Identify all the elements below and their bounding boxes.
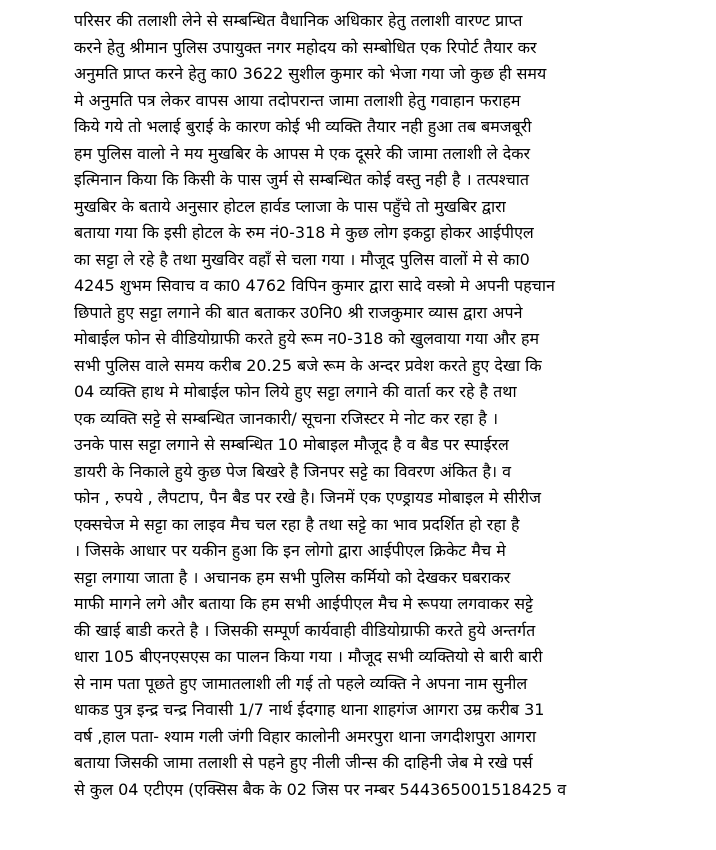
text-line: 04 व्यक्ति हाथ मे मोबाईल फोन लिये हुए सट्टा लगाने की वार्ता कर रहे है तथा bbox=[74, 382, 517, 401]
text-line: बताया जिसकी जामा तलाशी से पहने हुए नीली जीन्स की दाहिनी जेब मे रखे पर्स bbox=[74, 753, 533, 772]
text-line: से नाम पता पूछते हुए जामातलाशी ली गई तो पहले व्यक्ति ने अपना नाम सुनील bbox=[74, 673, 528, 693]
text-line: । जिसके आधार पर यकीन हुआ कि इन लोगो द्वारा आईपीएल क्रिकेट मैच मे bbox=[74, 541, 506, 560]
document-body bbox=[74, 8, 674, 803]
text-line: माफी मागने लगे और बताया कि हम सभी आईपीएल मैच मे रूपया लगवाकर सट्टे bbox=[74, 594, 533, 613]
text-line: 4245 शुभम सिवाच व का0 4762 विपिन कुमार द्वारा सादे वस्त्रो मे अपनी पहचान bbox=[74, 276, 555, 295]
text-line: मे अनुमति पत्र लेकर वापस आया तदोपरान्त जामा तलाशी हेतु गवाहान फराहम bbox=[74, 90, 521, 110]
text-line: किये गये तो भलाई बुराई के कारण कोई भी व्यक्ति तैयार नही हुआ तब बमजबूरी bbox=[74, 117, 532, 136]
text-line: परिसर की तलाशी लेने से सम्बन्धित वैधानिक अधिकार हेतु तलाशी वारण्ट प्राप्त bbox=[74, 11, 523, 30]
text-line: इत्मिनान किया कि किसी के पास जुर्म से सम्बन्धित कोई वस्तु नही है । तत्पश्चात bbox=[74, 170, 530, 189]
text-line: एक व्यक्ति सट्टे से सम्बन्धित जानकारी/ सूचना रजिस्टर मे नोट कर रहा है । bbox=[74, 408, 499, 428]
text-line: एक्सचेज मे सट्टा का लाइव मैच चल रहा है तथा सट्टे का भाव प्रदर्शित हो रहा है bbox=[74, 514, 520, 534]
text-line: की खाई बाडी करते है । जिसकी सम्पूर्ण कार्यवाही वीडियोग्राफी करते हुये अन्तर्गत bbox=[74, 620, 536, 640]
text-line: धारा 105 बीएनएसएस का पालन किया गया । मौजूद सभी व्यक्तियो से बारी बारी bbox=[74, 647, 543, 666]
text-line: फोन , रुपये , लैपटाप, पैन बैड पर रखे है। जिनमें एक एण्ड्रायड मोबाइल मे सीरीज bbox=[74, 488, 541, 507]
text-line: बताया गया कि इसी होटल के रुम नं0-318 मे कुछ लोग इकट्ठा होकर आईपीएल bbox=[74, 223, 534, 242]
text-line: अनुमति प्राप्त करने हेतु का0 3622 सुशील कुमार को भेजा गया जो कुछ ही समय bbox=[74, 64, 547, 83]
text-line: करने हेतु श्रीमान पुलिस उपायुक्त नगर महोदय को सम्बोधित एक रिपोर्ट तैयार कर bbox=[74, 37, 537, 57]
text-line: का सट्टा ले रहे है तथा मुखविर वहाँ से चला गया । मौजूद पुलिस वालों मे से का0 bbox=[74, 249, 530, 269]
text-line: छिपाते हुए सट्टा लगाने की बात बताकर उ0नि0 श्री राजकुमार व्यास द्वारा अपने bbox=[74, 302, 523, 322]
text-line: मोबाईल फोन से वीडियोग्राफी करते हुये रूम न0-318 को खुलवाया गया और हम bbox=[74, 329, 540, 348]
text-line: उनके पास सट्टा लगाने से सम्बन्धित 10 मोबाइल मौजूद है व बैड पर स्पाईरल bbox=[74, 435, 509, 454]
text-line: धाकड पुत्र इन्द्र चन्द्र निवासी 1/7 नार्थ ईदगाह थाना शाहगंज आगरा उम्र करीब 31 bbox=[74, 700, 545, 719]
text-line: डायरी के निकाले हुये कुछ पेज बिखरे है जिनपर सट्टे का विवरण अंकित है। व bbox=[74, 461, 511, 481]
text-line: से कुल 04 एटीएम (एक्सिस बैक के 02 जिस पर नम्बर 544365001518425 व bbox=[74, 779, 567, 799]
text-line: मुखबिर के बताये अनुसार होटल हार्वड प्लाजा के पास पहुँचे तो मुखबिर द्वारा bbox=[74, 196, 506, 216]
text-line: वर्ष ,हाल पता- श्याम गली जंगी विहार कालोनी अमरपुरा थाना जगदीशपुरा आगरा bbox=[74, 726, 537, 746]
text-line: हम पुलिस वालो ने मय मुखबिर के आपस मे एक दूसरे की जामा तलाशी ले देकर bbox=[74, 143, 531, 163]
text-line: सभी पुलिस वाले समय करीब 20.25 बजे रूम के अन्दर प्रवेश करते हुए देखा कि bbox=[74, 355, 542, 375]
text-line: सट्टा लगाया जाता है । अचानक हम सभी पुलिस कर्मियो को देखकर घबराकर bbox=[74, 567, 511, 587]
